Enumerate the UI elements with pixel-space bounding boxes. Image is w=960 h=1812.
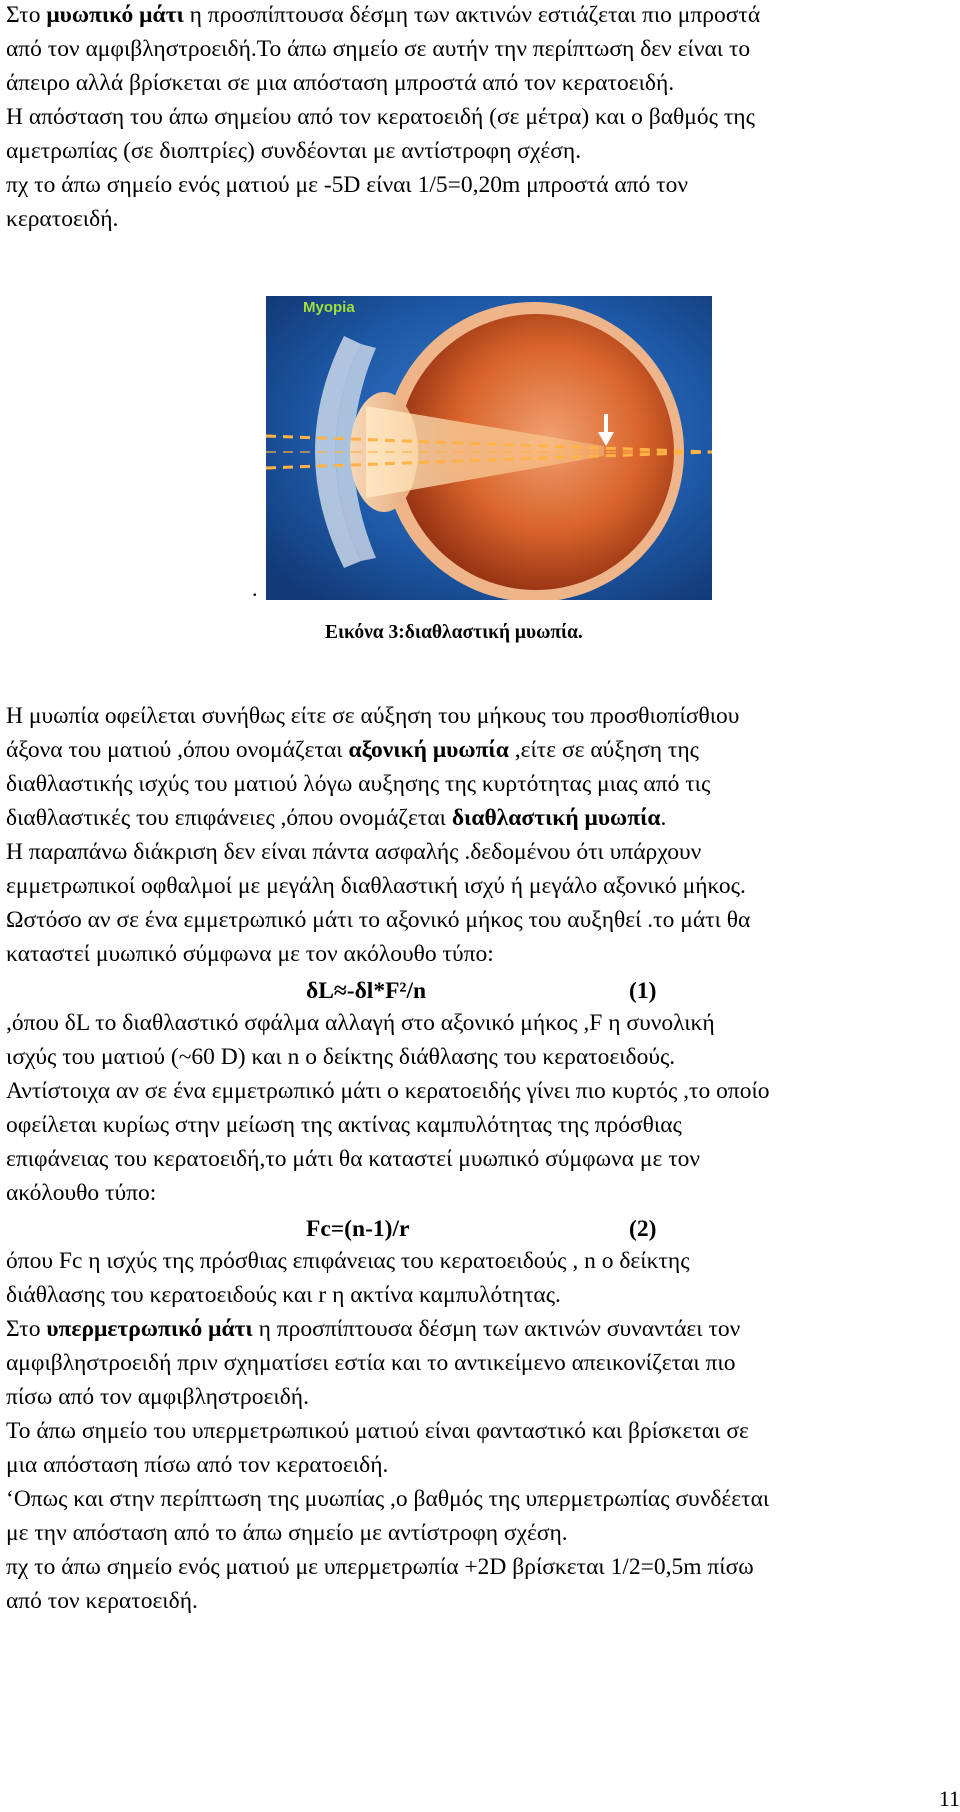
text-line: οφείλεται κυρίως στην μείωση της ακτίνας καμπυλότητας της πρόσθιας bbox=[6, 1112, 682, 1138]
text-line: επιφάνειας του κερατοειδή,το μάτι θα καταστεί μυωπικό σύμφωνα με τον bbox=[6, 1146, 701, 1172]
myopia-eye-illustration bbox=[266, 296, 712, 600]
text-line: ακόλουθο τύπο: bbox=[6, 1180, 157, 1206]
text-line: κερατοειδή. bbox=[6, 206, 119, 232]
text-line: πίσω από τον αμφιβληστροειδή. bbox=[6, 1384, 309, 1410]
text-line: Η παραπάνω διάκριση δεν είναι πάντα ασφαλής .δεδομένου ότι υπάρχουν bbox=[6, 839, 702, 865]
text-line: από τον αμφιβληστροειδή.Το άπω σημείο σε αυτήν την περίπτωση δεν είναι το bbox=[6, 36, 751, 62]
text-line: εμμετρωπικοί οφθαλμοί με μεγάλη διαθλαστική ισχύ ή μεγάλο αξονικό μήκος. bbox=[6, 873, 746, 899]
text-line: διαθλαστικής ισχύς του ματιού λόγω αυξησης της κυρτότητας μιας από τις bbox=[6, 771, 711, 797]
text-line: ισχύς του ματιού (~60 D) και n ο δείκτης διάθλασης του κερατοειδούς. bbox=[6, 1044, 676, 1070]
formula-1-number: (1) bbox=[629, 978, 657, 1004]
text-line: διάθλασης του κερατοειδούς και r η ακτίνα καμπυλότητας. bbox=[6, 1282, 561, 1308]
text-line: Στο μυωπικό μάτι η προσπίπτουσα δέσμη των ακτινών εστιάζεται πιο μπροστά bbox=[6, 2, 761, 28]
figure-caption: Εικόνα 3:διαθλαστική μυωπία. bbox=[325, 622, 583, 643]
text-line: άπειρο αλλά βρίσκεται σε μια απόσταση μπροστά από τον κερατοειδή. bbox=[6, 70, 675, 96]
text-line: μια απόσταση πίσω από τον κερατοειδή. bbox=[6, 1452, 389, 1478]
figure-dot: . bbox=[252, 576, 258, 601]
text-line: καταστεί μυωπικό σύμφωνα με τον ακόλουθο τύπο: bbox=[6, 941, 494, 967]
formula-1-expression: δL≈-δl*F²/n bbox=[306, 978, 427, 1004]
text-line: όπου Fc η ισχύς της πρόσθιας επιφάνειας του κερατοειδούς , n ο δείκτης bbox=[6, 1248, 690, 1274]
page-number: 11 bbox=[938, 1786, 960, 1811]
text-line: πχ το άπω σημείο ενός ματιού με -5D είναι 1/5=0,20m μπροστά από τον bbox=[6, 172, 689, 198]
text-line: Η απόσταση του άπω σημείου από τον κερατοειδή (σε μέτρα) και ο βαθμός της bbox=[6, 104, 755, 130]
text-line: πχ το άπω σημείο ενός ματιού με υπερμετρωπία +2D βρίσκεται 1/2=0,5m πίσω bbox=[6, 1554, 754, 1580]
text-line: άξονα του ματιού ,όπου ονομάζεται αξονική μυωπία ,είτε σε αύξηση της bbox=[6, 737, 699, 763]
text-line: διαθλαστικές του επιφάνειες ,όπου ονομάζεται διαθλαστική μυωπία. bbox=[6, 805, 667, 831]
formula-2-expression: Fc=(n-1)/r bbox=[306, 1216, 410, 1242]
text-line: με την απόσταση από το άπω σημείο με αντίστροφη σχέση. bbox=[6, 1520, 568, 1546]
text-line: από τον κερατοειδή. bbox=[6, 1588, 198, 1614]
text-line: ,όπου δL το διαθλαστικό σφάλμα αλλαγή στο αξονικό μήκος ,F η συνολική bbox=[6, 1010, 715, 1036]
text-line: ‘Οπως και στην περίπτωση της μυωπίας ,ο βαθμός της υπερμετρωπίας συνδέεται bbox=[6, 1486, 770, 1512]
text-line: αμετρωπίας (σε διοπτρίες) συνδέονται με αντίστροφη σχέση. bbox=[6, 138, 582, 164]
text-line: αμφιβληστροειδή πριν σχηματίσει εστία και το αντικείμενο απεικονίζεται πιο bbox=[6, 1350, 736, 1376]
text-line: Η μυωπία οφείλεται συνήθως είτε σε αύξηση του μήκους του προσθιοπίσθιου bbox=[6, 703, 740, 729]
text-line: Αντίστοιχα αν σε ένα εμμετρωπικό μάτι ο κερατοειδής γίνει πιο κυρτός ,το οποίο bbox=[6, 1078, 770, 1104]
formula-2-number: (2) bbox=[629, 1216, 657, 1242]
text-line: Ωστόσο αν σε ένα εμμετρωπικό μάτι το αξονικό μήκος του αυξηθεί .το μάτι θα bbox=[6, 907, 751, 933]
figure-label: Myopia bbox=[303, 299, 355, 316]
text-line: Στο υπερμετρωπικό μάτι η προσπίπτουσα δέσμη των ακτινών συναντάει τον bbox=[6, 1316, 741, 1342]
text-line: Το άπω σημείο του υπερμετρωπικού ματιού είναι φανταστικό και βρίσκεται σε bbox=[6, 1418, 749, 1444]
